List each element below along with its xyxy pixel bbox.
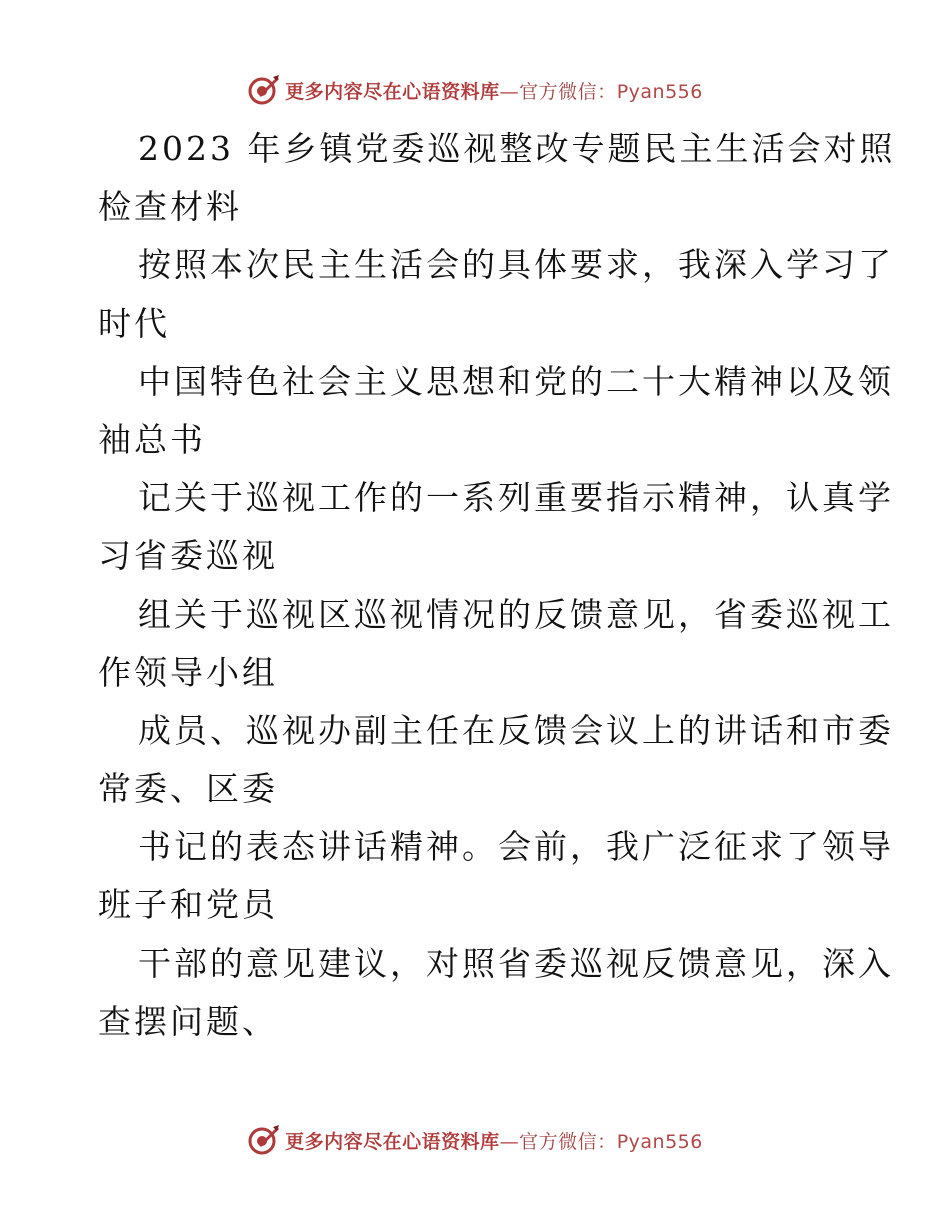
paragraph-line: 成员、巡视办副主任在反馈会议上的讲话和市委 — [138, 710, 894, 750]
banner-wechat-id: Pyan556 — [616, 1130, 703, 1153]
paragraph-line: 袖总书 — [98, 419, 206, 459]
header-banner — [0, 70, 950, 110]
banner-text — [285, 1127, 703, 1154]
paragraph-line: 按照本次民主生活会的具体要求，我深入学习了 — [138, 245, 894, 285]
footer-banner — [0, 1120, 950, 1160]
paragraph-line: 作领导小组 — [98, 652, 278, 692]
paragraph-line: 组关于巡视区巡视情况的反馈意见，省委巡视工 — [138, 594, 894, 634]
banner-site-text: 更多内容尽在心语资料库 — [285, 80, 500, 103]
banner-site-text: 更多内容尽在心语资料库 — [285, 1130, 500, 1153]
title-line-1: 2023 年乡镇党委巡视整改专题民主生活会对照 — [138, 129, 896, 168]
document-body — [98, 120, 896, 1051]
quill-logo-icon — [247, 73, 281, 107]
banner-wechat-id: Pyan556 — [616, 80, 703, 103]
paragraph-line: 时代 — [98, 303, 170, 343]
banner-wechat-label: 官方微信： — [519, 80, 617, 103]
paragraph-line: 干部的意见建议，对照省委巡视反馈意见，深入 — [138, 943, 894, 983]
paragraph-line: 查摆问题、 — [98, 1001, 278, 1041]
title-line-2: 检查材料 — [98, 187, 242, 227]
paragraph-line: 习省委巡视 — [98, 536, 278, 576]
paragraph-line: 常委、区委 — [98, 769, 278, 809]
banner-wechat-label: 官方微信： — [519, 1130, 617, 1153]
quill-logo-icon — [247, 1123, 281, 1157]
banner-dash: — — [499, 1130, 520, 1153]
banner-text — [285, 77, 703, 104]
paragraph-line: 班子和党员 — [98, 885, 278, 925]
paragraph-line: 记关于巡视工作的一系列重要指示精神，认真学 — [138, 478, 894, 518]
banner-dash: — — [499, 80, 520, 103]
paragraph-line: 中国特色社会主义思想和党的二十大精神以及领 — [138, 361, 894, 401]
paragraph-line: 书记的表态讲话精神。会前，我广泛征求了领导 — [138, 827, 894, 867]
